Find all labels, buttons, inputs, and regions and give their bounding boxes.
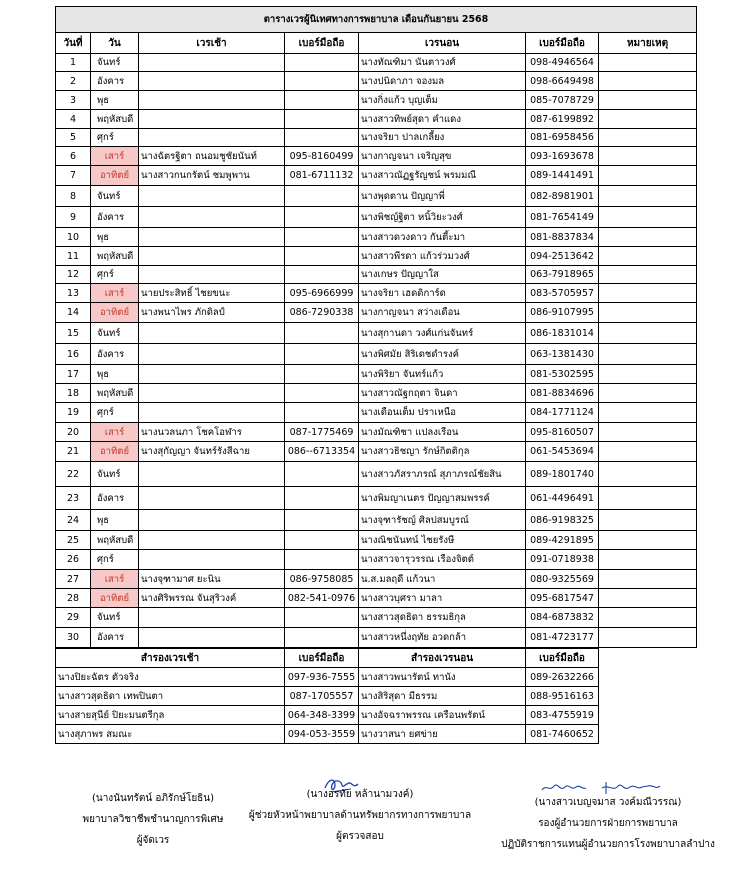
signature-scheduler (58, 788, 248, 851)
roster-morning-phone: 081-6711132 (285, 166, 359, 186)
roster-morning-phone (285, 487, 359, 510)
roster-night-nurse: นางสาวจารุวรรณ เรืองจิตต์ (359, 550, 526, 570)
roster-row (56, 570, 697, 589)
reserve-table (55, 648, 697, 744)
roster-day: จันทร์ (91, 54, 139, 72)
roster-day: ศุกร์ (91, 403, 139, 423)
roster-row (56, 510, 697, 531)
roster-morning-phone (285, 129, 359, 147)
roster-night-phone: 083-5705957 (526, 284, 599, 303)
roster-night-phone: 086-9107995 (526, 303, 599, 323)
roster-morning-phone (285, 247, 359, 266)
roster-morning-phone (285, 628, 359, 648)
roster-morning-nurse (139, 384, 285, 403)
signature-role: ผู้จัดเวร (136, 835, 170, 846)
roster-remark (599, 384, 697, 403)
roster-morning-nurse (139, 129, 285, 147)
roster-day: จันทร์ (91, 186, 139, 207)
roster-row (56, 423, 697, 442)
roster-row (56, 247, 697, 266)
roster-morning-nurse: นางฉัตรฐิตา ถนอมชูชัยนันท์ (139, 147, 285, 166)
roster-row (56, 303, 697, 323)
roster-row (56, 284, 697, 303)
reserve-blank (599, 725, 697, 744)
roster-day: ศุกร์ (91, 550, 139, 570)
roster-remark (599, 403, 697, 423)
col-header-night: เวรนอน (359, 33, 526, 54)
roster-date: 11 (56, 247, 91, 266)
roster-date: 4 (56, 110, 91, 129)
roster-night-nurse: นางเดือนเต็ม ปราเหนือ (359, 403, 526, 423)
roster-sheet (55, 6, 696, 744)
roster-remark (599, 323, 697, 344)
col-header-remark: หมายเหตุ (599, 33, 697, 54)
roster-night-nurse: นางสุกานดา วงศ์แก่นจันทร์ (359, 323, 526, 344)
roster-night-phone: 061-4496491 (526, 487, 599, 510)
roster-night-nurse: นางสาวบุศรา มาลา (359, 589, 526, 608)
roster-row (56, 266, 697, 284)
roster-morning-phone (285, 207, 359, 228)
roster-night-phone: 063-1381430 (526, 344, 599, 365)
roster-remark (599, 550, 697, 570)
roster-row (56, 72, 697, 91)
reserve-night-nurse: นางวาสนา ยศข่าย (359, 725, 526, 744)
roster-date: 28 (56, 589, 91, 608)
roster-day: อาทิตย์ (91, 442, 139, 462)
roster-night-nurse: นางสาวสุดธิดา ธรรมธิกุล (359, 608, 526, 628)
roster-morning-nurse (139, 550, 285, 570)
roster-date: 8 (56, 186, 91, 207)
signature-name: (นางอรทัย หล้านามวงค์) (306, 789, 414, 800)
roster-date: 18 (56, 384, 91, 403)
roster-morning-phone: 086-7290338 (285, 303, 359, 323)
roster-date: 12 (56, 266, 91, 284)
roster-morning-phone: 087-1775469 (285, 423, 359, 442)
roster-remark (599, 207, 697, 228)
duty-roster-table (55, 6, 697, 648)
roster-morning-phone: 082-541-0976 (285, 589, 359, 608)
column-header-row (56, 33, 697, 54)
roster-day: อังคาร (91, 344, 139, 365)
reserve-row (56, 706, 697, 725)
roster-morning-nurse: นางสาวกนกรัตน์ ชมพูพาน (139, 166, 285, 186)
roster-night-nurse: นางสาวทิพย์สุดา คำแดง (359, 110, 526, 129)
roster-morning-nurse (139, 531, 285, 550)
roster-day: พุธ (91, 510, 139, 531)
reserve-morning-phone: 097-936-7555 (285, 668, 359, 687)
roster-row (56, 589, 697, 608)
roster-row (56, 628, 697, 648)
roster-morning-nurse: นางนวลนภา โชคโอฬาร (139, 423, 285, 442)
reserve-morning-phone: 064-348-3399 (285, 706, 359, 725)
roster-night-nurse: นางพิชญ์ฐิตา หนิ้วิยะวงศ์ (359, 207, 526, 228)
roster-night-nurse: นางจริยา ปาลเกลี้ยง (359, 129, 526, 147)
roster-morning-nurse (139, 186, 285, 207)
roster-date: 20 (56, 423, 91, 442)
roster-morning-nurse (139, 628, 285, 648)
roster-date: 26 (56, 550, 91, 570)
roster-remark (599, 442, 697, 462)
roster-morning-nurse (139, 403, 285, 423)
roster-day: จันทร์ (91, 462, 139, 487)
roster-remark (599, 303, 697, 323)
roster-night-nurse: นางสาวณัฐกฤตา จินดา (359, 384, 526, 403)
roster-day: อาทิตย์ (91, 589, 139, 608)
roster-remark (599, 462, 697, 487)
reserve-morning-phone: 087-1705557 (285, 687, 359, 706)
col-header-day: วัน (91, 33, 139, 54)
roster-day: เสาร์ (91, 147, 139, 166)
roster-day: เสาร์ (91, 284, 139, 303)
roster-night-nurse: นางพิริยา จันทร์แก้ว (359, 365, 526, 384)
roster-morning-phone: 086--6713354 (285, 442, 359, 462)
roster-date: 23 (56, 487, 91, 510)
reserve-night-nurse: นางสิริสุดา มีธรรม (359, 687, 526, 706)
roster-day: อาทิตย์ (91, 166, 139, 186)
roster-night-nurse: นางทัณฑิมา นันตาวงศ์ (359, 54, 526, 72)
signature-footer (0, 780, 740, 870)
roster-morning-nurse (139, 72, 285, 91)
reserve-header-night: สำรองเวรนอน (359, 649, 526, 668)
roster-morning-nurse: นางจุฑามาศ ยะนิน (139, 570, 285, 589)
roster-morning-nurse (139, 365, 285, 384)
roster-day: เสาร์ (91, 570, 139, 589)
roster-morning-phone: 095-6966999 (285, 284, 359, 303)
roster-row (56, 54, 697, 72)
roster-night-phone: 098-6649498 (526, 72, 599, 91)
roster-remark (599, 266, 697, 284)
roster-morning-nurse: นางสุกัญญา จันทร์รังสีฉาย (139, 442, 285, 462)
roster-night-phone: 081-6958456 (526, 129, 599, 147)
roster-morning-nurse (139, 54, 285, 72)
roster-morning-phone: 086-9758085 (285, 570, 359, 589)
roster-day: อังคาร (91, 72, 139, 91)
roster-day: อังคาร (91, 628, 139, 648)
roster-night-nurse: นางสาวหนึ่งฤทัย อวดกล้า (359, 628, 526, 648)
roster-morning-phone (285, 550, 359, 570)
roster-night-nurse: น.ส.มลฤดี แก้วนา (359, 570, 526, 589)
roster-night-phone: 087-6199892 (526, 110, 599, 129)
roster-night-nurse: นางมัณฑิชา แปลงเรือน (359, 423, 526, 442)
roster-morning-nurse (139, 323, 285, 344)
roster-row (56, 228, 697, 247)
roster-date: 22 (56, 462, 91, 487)
roster-night-nurse: นางกาญจนา สว่างเดือน (359, 303, 526, 323)
roster-morning-phone (285, 228, 359, 247)
roster-night-phone: 086-1831014 (526, 323, 599, 344)
roster-remark (599, 487, 697, 510)
roster-body (56, 54, 697, 648)
roster-night-phone: 081-8834696 (526, 384, 599, 403)
roster-morning-phone (285, 91, 359, 110)
reserve-header-row (56, 649, 697, 668)
roster-night-nurse: นางจุฑารัชญ์ ศิลปสมบูรณ์ (359, 510, 526, 531)
reserve-row (56, 725, 697, 744)
roster-remark (599, 186, 697, 207)
reserve-row (56, 687, 697, 706)
roster-morning-phone: 095-8160499 (285, 147, 359, 166)
reserve-night-phone: 088-9516163 (526, 687, 599, 706)
roster-day: พฤหัสบดี (91, 384, 139, 403)
roster-night-phone: 098-4946564 (526, 54, 599, 72)
roster-row (56, 365, 697, 384)
roster-morning-phone (285, 531, 359, 550)
roster-night-nurse: นางสาวธิชญา รักษ์กิตติกุล (359, 442, 526, 462)
roster-day: เสาร์ (91, 423, 139, 442)
roster-morning-phone (285, 384, 359, 403)
signature-role: ปฏิบัติราชการแทนผู้อำนวยการโรงพยาบาลลำปาง (501, 839, 715, 850)
roster-day: จันทร์ (91, 323, 139, 344)
roster-morning-phone (285, 186, 359, 207)
roster-morning-nurse (139, 344, 285, 365)
roster-night-nurse: นางสาวภัสราภรณ์ สุภาภรณ์ชัยสิน (359, 462, 526, 487)
roster-row (56, 403, 697, 423)
roster-row (56, 608, 697, 628)
roster-night-phone: 080-9325569 (526, 570, 599, 589)
roster-night-nurse: นางจริยา เฮดดิการ์ด (359, 284, 526, 303)
roster-row (56, 462, 697, 487)
col-header-night-phone: เบอร์มือถือ (526, 33, 599, 54)
roster-morning-nurse (139, 228, 285, 247)
roster-row (56, 344, 697, 365)
roster-date: 19 (56, 403, 91, 423)
roster-night-nurse: นางณิชนันทน์ ไชยรังษี (359, 531, 526, 550)
signature-position: ผู้ช่วยหัวหน้าพยาบาลด้านทรัพยากรทางการพยาบาล (248, 810, 472, 821)
roster-day: พุธ (91, 228, 139, 247)
roster-day: พุธ (91, 365, 139, 384)
col-header-date: วันที่ (56, 33, 91, 54)
reserve-header-blank (599, 649, 697, 668)
roster-morning-phone (285, 365, 359, 384)
roster-date: 1 (56, 54, 91, 72)
signature-reviewer (235, 784, 485, 847)
roster-day: ศุกร์ (91, 266, 139, 284)
reserve-body (56, 668, 697, 744)
roster-row (56, 207, 697, 228)
roster-night-nurse: นางกิ่งแก้ว บุญเต็ม (359, 91, 526, 110)
roster-remark (599, 72, 697, 91)
reserve-blank (599, 668, 697, 687)
roster-row (56, 442, 697, 462)
roster-remark (599, 628, 697, 648)
roster-morning-nurse (139, 510, 285, 531)
roster-row (56, 147, 697, 166)
roster-remark (599, 129, 697, 147)
reserve-night-nurse: นางอัจฉราพรรณ เครือนพรัตน์ (359, 706, 526, 725)
signature-role: ผู้ตรวจสอบ (336, 831, 384, 842)
roster-remark (599, 110, 697, 129)
roster-row (56, 91, 697, 110)
roster-night-nurse: นางปนิดาภา จองมล (359, 72, 526, 91)
roster-remark (599, 423, 697, 442)
roster-morning-phone (285, 110, 359, 129)
roster-date: 9 (56, 207, 91, 228)
roster-remark (599, 365, 697, 384)
roster-date: 27 (56, 570, 91, 589)
roster-morning-phone (285, 54, 359, 72)
roster-night-nurse: นางสาวณัฏฐรัญชน์ พรมมณี (359, 166, 526, 186)
roster-morning-nurse (139, 487, 285, 510)
roster-morning-phone (285, 266, 359, 284)
roster-morning-phone (285, 344, 359, 365)
roster-night-phone: 081-5302595 (526, 365, 599, 384)
roster-night-phone: 095-6817547 (526, 589, 599, 608)
roster-remark (599, 510, 697, 531)
roster-night-nurse: นางพิมญาเนตร ปัญญาสมพรรค์ (359, 487, 526, 510)
roster-night-phone: 063-7918965 (526, 266, 599, 284)
roster-date: 6 (56, 147, 91, 166)
roster-day: จันทร์ (91, 608, 139, 628)
roster-morning-nurse (139, 462, 285, 487)
reserve-morning-nurse: นางสายสุนีย์ ปิยะมนตรีกุล (56, 706, 285, 725)
col-header-morning: เวรเช้า (139, 33, 285, 54)
roster-night-phone: 081-8837834 (526, 228, 599, 247)
roster-night-phone: 091-0718938 (526, 550, 599, 570)
roster-morning-phone (285, 72, 359, 91)
roster-date: 2 (56, 72, 91, 91)
roster-date: 16 (56, 344, 91, 365)
roster-row (56, 186, 697, 207)
roster-remark (599, 147, 697, 166)
roster-night-phone: 082-8981901 (526, 186, 599, 207)
roster-row (56, 323, 697, 344)
roster-night-phone: 081-7654149 (526, 207, 599, 228)
roster-morning-phone (285, 403, 359, 423)
reserve-night-phone: 081-7460652 (526, 725, 599, 744)
roster-remark (599, 247, 697, 266)
roster-night-phone: 086-9198325 (526, 510, 599, 531)
reserve-morning-phone: 094-053-3559 (285, 725, 359, 744)
roster-night-nurse: นางสาวพีรดา แก้วร่วมวงศ์ (359, 247, 526, 266)
roster-remark (599, 570, 697, 589)
roster-row (56, 384, 697, 403)
roster-morning-nurse (139, 207, 285, 228)
roster-row (56, 129, 697, 147)
roster-night-nurse: นางกาญจนา เจริญสุข (359, 147, 526, 166)
roster-row (56, 110, 697, 129)
signature-position: พยาบาลวิชาชีพชำนาญการพิเศษ (82, 814, 224, 825)
roster-morning-nurse (139, 266, 285, 284)
roster-date: 14 (56, 303, 91, 323)
roster-row (56, 487, 697, 510)
roster-night-nurse: นางพิศมัย สิริเดชดำรงค์ (359, 344, 526, 365)
roster-night-phone: 089-1441491 (526, 166, 599, 186)
roster-night-nurse: นางเกษร ปัญญาใส (359, 266, 526, 284)
reserve-morning-nurse: นางปิยะฉัตร ตัวจริง (56, 668, 285, 687)
roster-morning-nurse (139, 608, 285, 628)
roster-morning-nurse: นายประสิทธิ์ ไชยขนะ (139, 284, 285, 303)
roster-date: 7 (56, 166, 91, 186)
roster-morning-nurse: นางศิริพรรณ จันสุริวงค์ (139, 589, 285, 608)
roster-night-phone: 089-1801740 (526, 462, 599, 487)
roster-day: พฤหัสบดี (91, 247, 139, 266)
roster-date: 5 (56, 129, 91, 147)
roster-night-phone: 089-4291895 (526, 531, 599, 550)
roster-date: 24 (56, 510, 91, 531)
roster-date: 30 (56, 628, 91, 648)
roster-night-phone: 085-7078729 (526, 91, 599, 110)
roster-day: อาทิตย์ (91, 303, 139, 323)
roster-night-phone: 094-2513642 (526, 247, 599, 266)
signature-position: รองผู้อำนวยการฝ่ายการพยาบาล (538, 818, 678, 829)
roster-day: พุธ (91, 91, 139, 110)
roster-night-phone: 093-1693678 (526, 147, 599, 166)
roster-night-phone: 084-1771124 (526, 403, 599, 423)
reserve-night-phone: 089-2632266 (526, 668, 599, 687)
roster-night-phone: 084-6873832 (526, 608, 599, 628)
roster-row (56, 550, 697, 570)
roster-date: 25 (56, 531, 91, 550)
reserve-row (56, 668, 697, 687)
reserve-header-morning-phone: เบอร์มือถือ (285, 649, 359, 668)
roster-morning-phone (285, 462, 359, 487)
roster-remark (599, 91, 697, 110)
roster-morning-phone (285, 510, 359, 531)
roster-remark (599, 589, 697, 608)
roster-remark (599, 284, 697, 303)
roster-remark (599, 608, 697, 628)
reserve-header-morning: สำรองเวรเช้า (56, 649, 285, 668)
roster-morning-nurse (139, 91, 285, 110)
roster-morning-phone (285, 608, 359, 628)
roster-date: 10 (56, 228, 91, 247)
roster-date: 21 (56, 442, 91, 462)
roster-day: อังคาร (91, 487, 139, 510)
roster-remark (599, 54, 697, 72)
roster-night-phone: 061-5453694 (526, 442, 599, 462)
signature-name: (นางนันทรัตน์ อภิรักษ์โยธิน) (91, 793, 215, 804)
roster-row (56, 166, 697, 186)
signature-director (478, 792, 738, 855)
roster-morning-nurse (139, 110, 285, 129)
roster-morning-nurse: นางพนาไพร ภักดิลป์ (139, 303, 285, 323)
roster-night-phone: 095-8160507 (526, 423, 599, 442)
roster-remark (599, 531, 697, 550)
roster-date: 3 (56, 91, 91, 110)
roster-night-phone: 081-4723177 (526, 628, 599, 648)
roster-remark (599, 344, 697, 365)
roster-morning-phone (285, 323, 359, 344)
reserve-night-phone: 083-4755919 (526, 706, 599, 725)
reserve-blank (599, 687, 697, 706)
roster-row (56, 531, 697, 550)
roster-night-nurse: นางสาวดวงดาว กันตี้ะมา (359, 228, 526, 247)
roster-day: พฤหัสบดี (91, 110, 139, 129)
reserve-header-night-phone: เบอร์มือถือ (526, 649, 599, 668)
signature-name: (นางสาวเบญจมาส วงค์มณีวรรณ) (534, 797, 682, 808)
reserve-blank (599, 706, 697, 725)
roster-day: พฤหัสบดี (91, 531, 139, 550)
roster-morning-nurse (139, 247, 285, 266)
col-header-morning-phone: เบอร์มือถือ (285, 33, 359, 54)
roster-date: 15 (56, 323, 91, 344)
reserve-morning-nurse: นางสุภาพร สมณะ (56, 725, 285, 744)
roster-remark (599, 228, 697, 247)
reserve-morning-nurse: นางสาวสุดธิดา เทพปินตา (56, 687, 285, 706)
roster-day: อังคาร (91, 207, 139, 228)
roster-day: ศุกร์ (91, 129, 139, 147)
reserve-night-nurse: นางสาวพนารัตน์ ทานัง (359, 668, 526, 687)
roster-night-nurse: นางพุดตาน ปัญญาพี่ (359, 186, 526, 207)
roster-remark (599, 166, 697, 186)
roster-date: 13 (56, 284, 91, 303)
roster-date: 17 (56, 365, 91, 384)
roster-date: 29 (56, 608, 91, 628)
roster-title: ตารางเวรผู้นิเทศทางการพยาบาล เดือนกันยายน 2568 (56, 7, 697, 33)
